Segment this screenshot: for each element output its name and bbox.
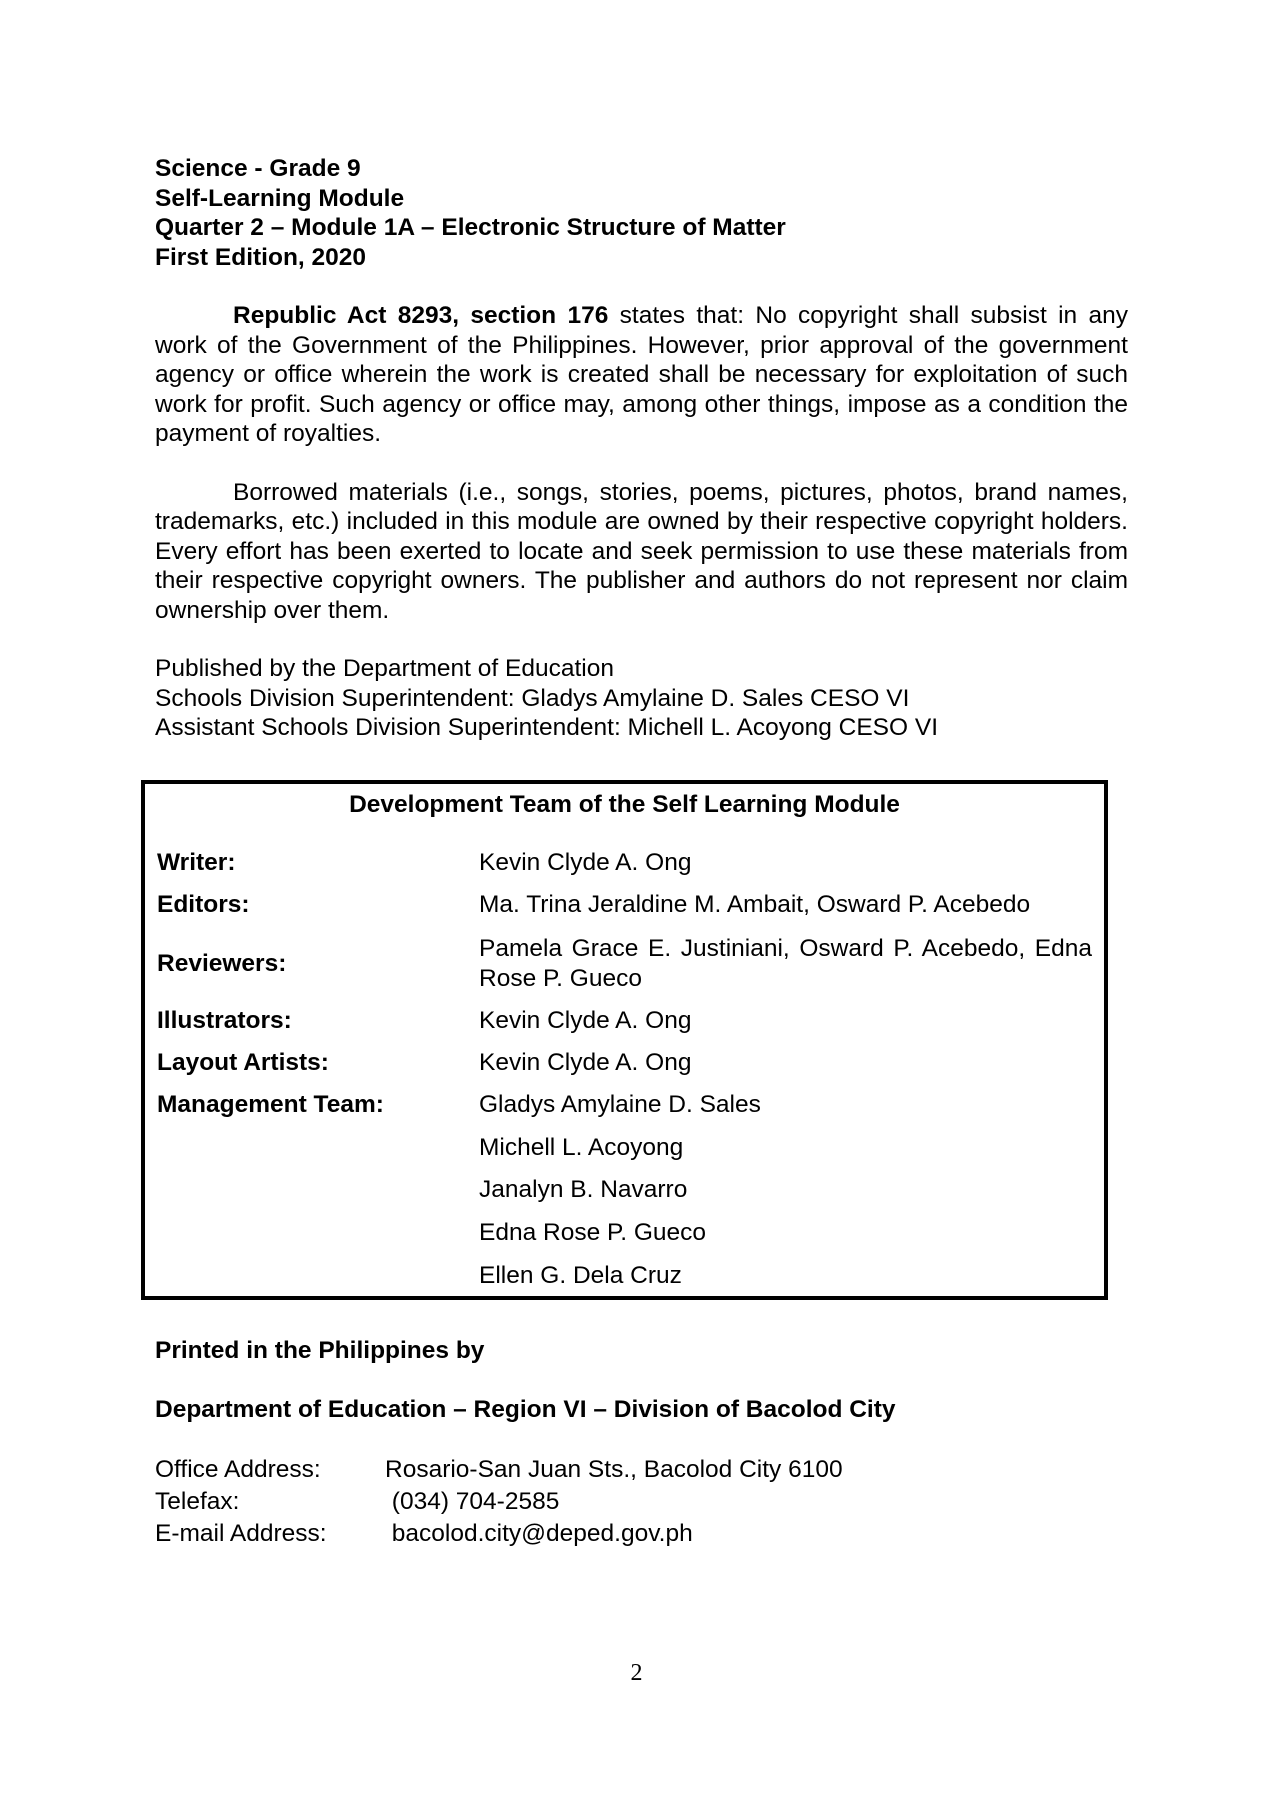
team-role: Reviewers: <box>157 950 287 977</box>
team-role: Writer: <box>157 849 236 876</box>
team-row-writer <box>157 848 1092 878</box>
team-role: Illustrators: <box>157 1007 292 1034</box>
address-label: Office Address: <box>155 1456 321 1483</box>
team-row-management-2 <box>157 1133 1092 1163</box>
team-names: Ellen G. Dela Cruz <box>479 1262 682 1289</box>
team-names: Pamela Grace E. Justiniani, Osward P. Acebedo, Edna Rose P. Gueco <box>479 935 1092 992</box>
team-role: Editors: <box>157 891 250 918</box>
email-label: E-mail Address: <box>155 1520 327 1547</box>
team-row-management-4 <box>157 1218 1092 1248</box>
telefax-label: Telefax: <box>155 1488 240 1515</box>
team-names: Kevin Clyde A. Ong <box>479 1049 692 1076</box>
team-names: Kevin Clyde A. Ong <box>479 1007 692 1034</box>
assistant-superintendent: Assistant Schools Division Superintendent: Michell L. Acoyong CESO VI <box>155 714 939 741</box>
team-row-illustrators <box>157 1006 1092 1036</box>
team-role: Management Team: <box>157 1091 384 1118</box>
contact-row-email <box>155 1518 843 1550</box>
team-row-reviewers <box>157 934 1092 994</box>
team-names: Kevin Clyde A. Ong <box>479 849 692 876</box>
printed-by: Printed in the Philippines by <box>155 1337 485 1364</box>
module-type: Self-Learning Module <box>155 184 405 212</box>
team-names: Janalyn B. Navarro <box>479 1176 688 1203</box>
law-reference: Republic Act 8293, section 176 <box>233 302 609 329</box>
law-text: states that: No copyright shall subsist in any work of the Government of the Philippines. However, prior approval of the government agency or office wherein the work is created shall be necessary for exploitation of such work for profit. Such agency or office may, among other things, impose as a condition the payment of royalties. <box>155 302 1128 447</box>
copyright-paragraph <box>155 301 1128 449</box>
printing-office: Department of Education – Region VI – Division of Bacolod City <box>155 1396 896 1423</box>
module-header <box>155 154 1128 272</box>
page-number: 2 <box>630 1660 643 1686</box>
team-names: Michell L. Acoyong <box>479 1134 684 1161</box>
team-names: Gladys Amylaine D. Sales <box>479 1091 761 1118</box>
telefax-value: (034) 704-2585 <box>385 1488 560 1515</box>
publication-info <box>155 654 1128 743</box>
contact-info <box>155 1454 843 1550</box>
team-names: Ma. Trina Jeraldine M. Ambait, Osward P. Acebedo <box>479 891 1031 918</box>
team-role: Layout Artists: <box>157 1049 329 1076</box>
superintendent: Schools Division Superintendent: Gladys Amylaine D. Sales CESO VI <box>155 684 910 712</box>
email-value: bacolod.city@deped.gov.ph <box>385 1520 693 1547</box>
team-title: Development Team of the Self Learning Module <box>349 791 900 818</box>
borrowed-materials-paragraph: Borrowed materials (i.e., songs, stories, poems, pictures, photos, brand names, trademarks, etc.) included in this module are owned by their respective copyright holders. Every effort has been exerted to locate and seek permission to use these materials from their respective copyright owners. The publisher and authors do not represent nor claim ownership over them. <box>155 478 1128 624</box>
edition: First Edition, 2020 <box>155 243 367 271</box>
subject-grade: Science - Grade 9 <box>155 155 361 182</box>
development-team-box <box>141 780 1108 1300</box>
team-row-management-5 <box>157 1261 1092 1291</box>
team-row-management-3 <box>157 1175 1092 1205</box>
address-value: Rosario-San Juan Sts., Bacolod City 6100 <box>385 1456 843 1483</box>
module-title: Quarter 2 – Module 1A – Electronic Structure of Matter <box>155 214 786 241</box>
team-names: Edna Rose P. Gueco <box>479 1219 707 1246</box>
contact-row-telefax <box>155 1486 843 1518</box>
contact-row-address <box>155 1454 843 1486</box>
published-by: Published by the Department of Education <box>155 655 614 682</box>
team-row-layout-artists <box>157 1048 1092 1078</box>
team-row-editors <box>157 890 1092 920</box>
team-row-management <box>157 1090 1092 1120</box>
document-body <box>155 154 1128 743</box>
